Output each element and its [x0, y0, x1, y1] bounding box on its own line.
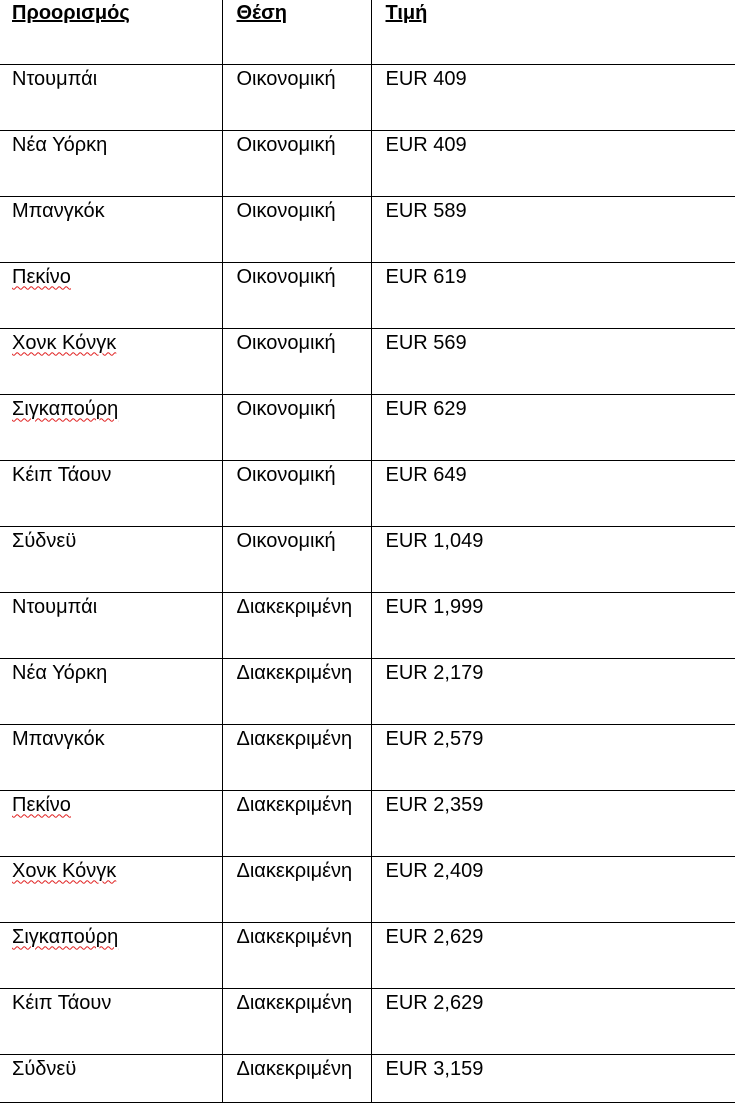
table-row	[0, 262, 735, 328]
table-row	[0, 460, 735, 526]
destination-text: Χονκ Κόνγκ	[12, 859, 117, 882]
table-row	[0, 922, 735, 988]
cell-seat: Οικονομική	[222, 196, 371, 262]
cell-destination	[0, 1054, 222, 1102]
cell-destination	[0, 988, 222, 1054]
destination-text: Πεκίνο	[12, 793, 71, 816]
cell-price: EUR 409	[371, 130, 735, 196]
table-row	[0, 592, 735, 658]
cell-destination	[0, 724, 222, 790]
cell-destination	[0, 130, 222, 196]
table-row	[0, 790, 735, 856]
destination-text: Μπανγκόκ	[12, 199, 105, 222]
destination-text: Μπανγκόκ	[12, 727, 105, 750]
cell-price: EUR 1,999	[371, 592, 735, 658]
table-body	[0, 64, 735, 1102]
cell-destination	[0, 856, 222, 922]
cell-destination	[0, 196, 222, 262]
cell-destination	[0, 460, 222, 526]
table-row	[0, 724, 735, 790]
cell-seat: Διακεκριμένη	[222, 922, 371, 988]
cell-price: EUR 629	[371, 394, 735, 460]
cell-destination	[0, 922, 222, 988]
destination-text: Σιγκαπούρη	[12, 925, 119, 948]
table-row	[0, 988, 735, 1054]
destination-text: Νέα Υόρκη	[12, 661, 108, 684]
destination-text: Κέιπ Τάουν	[12, 463, 112, 486]
table-row	[0, 130, 735, 196]
destination-text: Πεκίνο	[12, 265, 71, 288]
cell-price: EUR 589	[371, 196, 735, 262]
cell-seat: Διακεκριμένη	[222, 592, 371, 658]
cell-destination	[0, 790, 222, 856]
cell-seat: Διακεκριμένη	[222, 988, 371, 1054]
cell-price: EUR 2,629	[371, 988, 735, 1054]
cell-price: EUR 649	[371, 460, 735, 526]
cell-seat: Οικονομική	[222, 262, 371, 328]
cell-seat: Οικονομική	[222, 328, 371, 394]
destination-text: Κέιπ Τάουν	[12, 991, 112, 1014]
cell-destination	[0, 394, 222, 460]
cell-price: EUR 619	[371, 262, 735, 328]
cell-seat: Οικονομική	[222, 460, 371, 526]
cell-price: EUR 2,579	[371, 724, 735, 790]
cell-seat: Οικονομική	[222, 64, 371, 130]
cell-seat: Οικονομική	[222, 130, 371, 196]
table-row	[0, 328, 735, 394]
destination-text: Σύδνεϋ	[12, 1057, 77, 1080]
cell-price: EUR 409	[371, 64, 735, 130]
cell-destination	[0, 526, 222, 592]
cell-destination	[0, 658, 222, 724]
destination-text: Σύδνεϋ	[12, 529, 77, 552]
table-row	[0, 64, 735, 130]
table-row	[0, 526, 735, 592]
cell-destination	[0, 262, 222, 328]
cell-seat: Διακεκριμένη	[222, 724, 371, 790]
header-destination: Προορισμός	[0, 0, 222, 64]
cell-seat: Διακεκριμένη	[222, 790, 371, 856]
cell-seat: Οικονομική	[222, 526, 371, 592]
destination-text: Σιγκαπούρη	[12, 397, 119, 420]
header-seat: Θέση	[222, 0, 371, 64]
destination-text: Νέα Υόρκη	[12, 133, 108, 156]
table-row	[0, 1054, 735, 1102]
cell-price: EUR 3,159	[371, 1054, 735, 1102]
table-row	[0, 196, 735, 262]
cell-seat: Διακεκριμένη	[222, 856, 371, 922]
cell-price: EUR 2,629	[371, 922, 735, 988]
cell-destination	[0, 328, 222, 394]
destination-text: Ντουμπάι	[12, 67, 98, 90]
cell-price: EUR 2,409	[371, 856, 735, 922]
table-row	[0, 658, 735, 724]
cell-destination	[0, 64, 222, 130]
cell-price: EUR 569	[371, 328, 735, 394]
destination-text: Ντουμπάι	[12, 595, 98, 618]
cell-seat: Οικονομική	[222, 394, 371, 460]
header-price: Τιμή	[371, 0, 735, 64]
cell-price: EUR 2,179	[371, 658, 735, 724]
cell-seat: Διακεκριμένη	[222, 658, 371, 724]
destination-text: Χονκ Κόνγκ	[12, 331, 117, 354]
table-row	[0, 856, 735, 922]
cell-destination	[0, 592, 222, 658]
table-row	[0, 394, 735, 460]
cell-price: EUR 1,049	[371, 526, 735, 592]
table-header-row	[0, 0, 735, 64]
cell-seat: Διακεκριμένη	[222, 1054, 371, 1102]
cell-price: EUR 2,359	[371, 790, 735, 856]
